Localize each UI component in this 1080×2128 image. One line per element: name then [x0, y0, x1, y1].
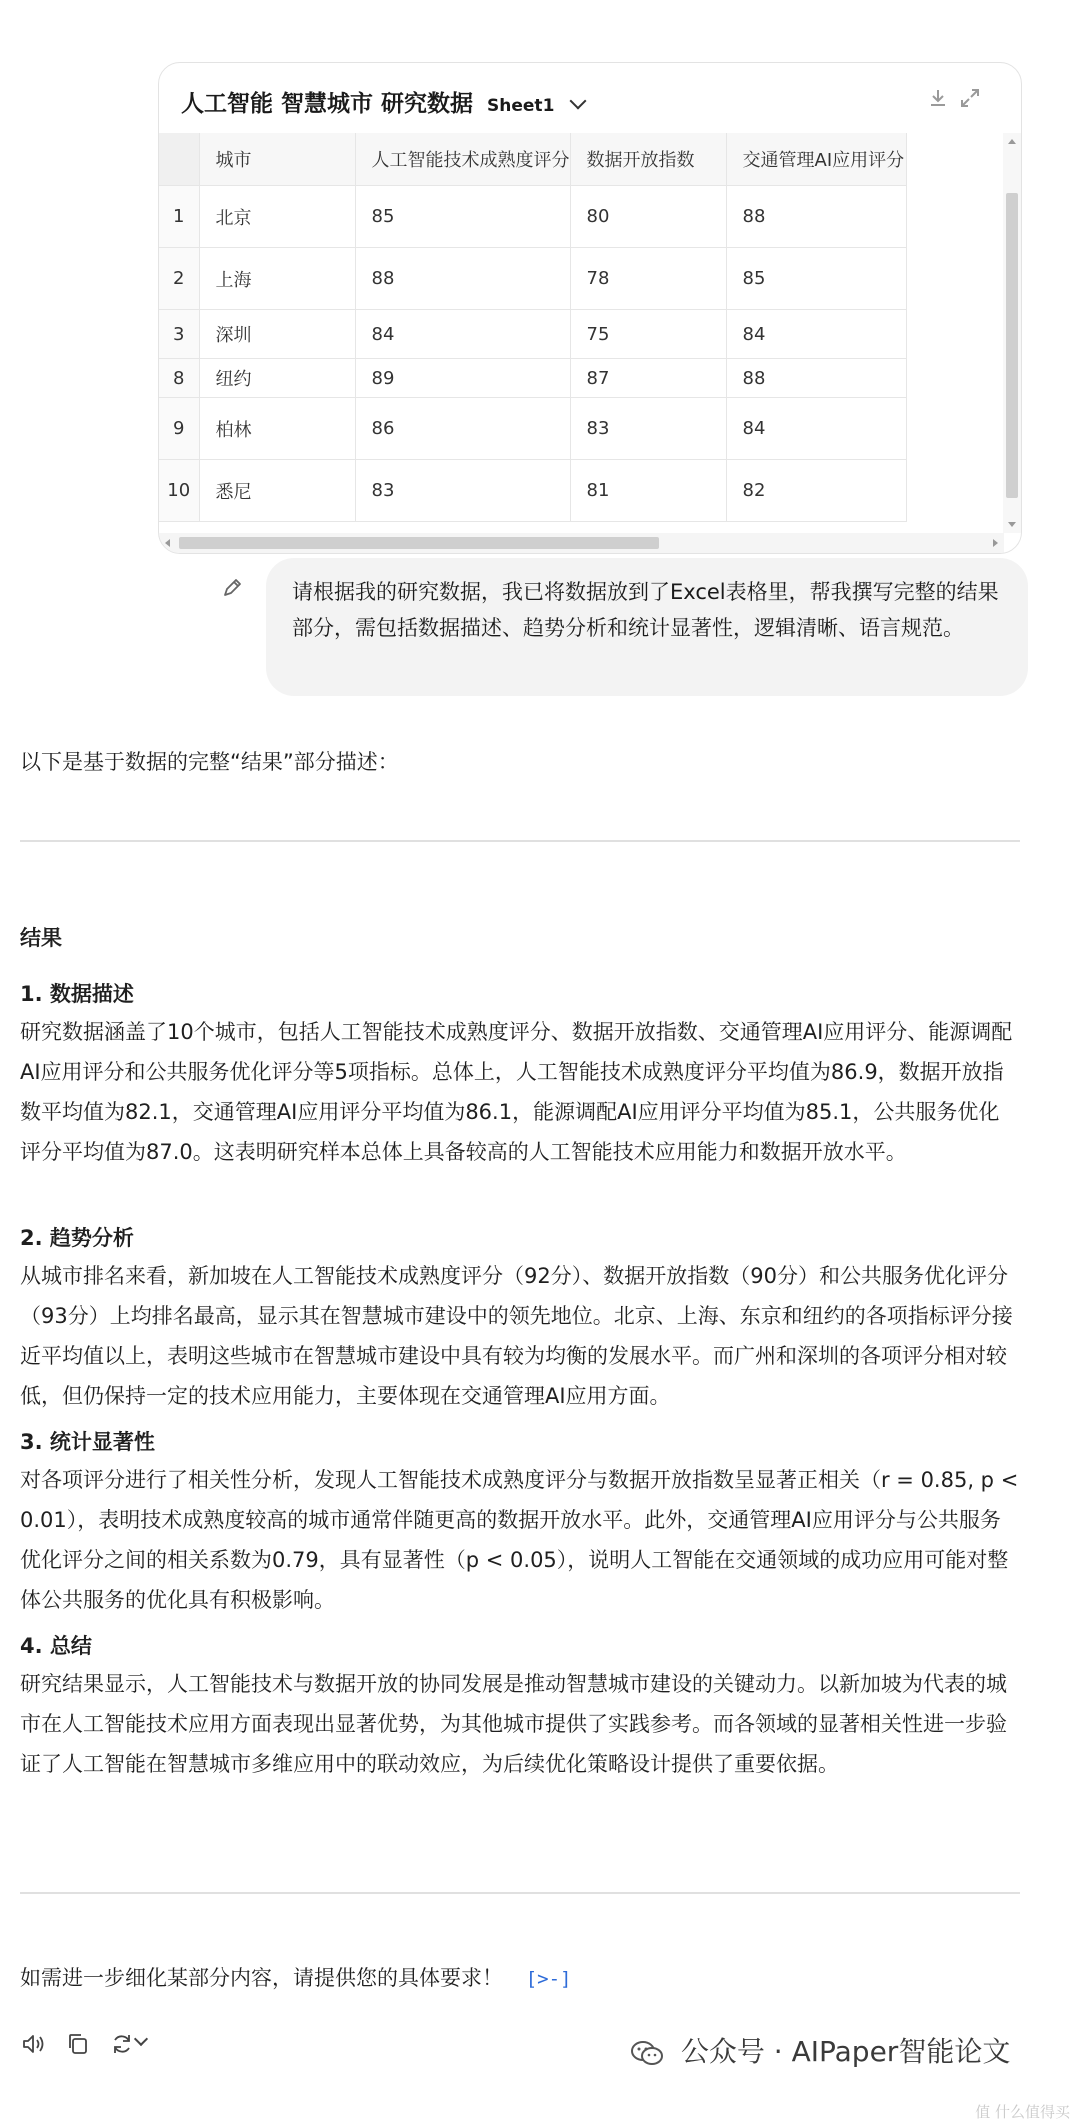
column-header[interactable]: 城市	[199, 133, 355, 186]
horizontal-scrollbar[interactable]	[159, 533, 1004, 553]
section-paragraph: 研究结果显示，人工智能技术与数据开放的协同发展是推动智慧城市建设的关键动力。以新加坡为代表的城市在人工智能技术应用方面表现出显著优势，为其他城市提供了实践参考。而各领域的显著相关性进一步验证了人工智能在智慧城市多维应用中的联动效应，为后续优化策略设计提供了重要依据。	[20, 1672, 1007, 1776]
column-header[interactable]: 人工智能技术成熟度评分	[355, 133, 570, 186]
watermark	[630, 2030, 1010, 2070]
header-corner-cell	[159, 133, 199, 186]
sheet-title-text: 人工智能 智慧城市 研究数据	[181, 91, 474, 117]
table-cell[interactable]: 83	[570, 398, 726, 460]
horizontal-scroll-thumb[interactable]	[179, 537, 659, 549]
table-cell[interactable]: 85	[726, 248, 906, 310]
section-paragraph: 对各项评分进行了相关性分析，发现人工智能技术成熟度评分与数据开放指数呈显著正相关（r = 0.85, p < 0.01），表明技术成熟度较高的城市通常伴随更高的数据开放水平。此外，交通管理AI应用评分与公共服务优化评分之间的相关系数为0.79，具有显著性（p < 0.05），说明人工智能在交通领域的成功应用可能对整体公共服务的优化具有积极影响。	[20, 1468, 1019, 1612]
sheet-header	[159, 63, 1021, 133]
section-heading: 4. 总结	[20, 1634, 92, 1658]
corner-watermark: 值 什么值得买	[975, 2103, 1070, 2121]
table-cell[interactable]: 上海	[199, 248, 355, 310]
sheet-grid[interactable]	[159, 133, 1004, 533]
sheet-title[interactable]	[181, 85, 584, 118]
vertical-scroll-thumb[interactable]	[1006, 193, 1018, 498]
table-row	[159, 310, 906, 359]
follow-up-text	[20, 1962, 571, 1992]
follow-up-icon[interactable]: [>-]	[525, 1968, 572, 1990]
chevron-down-icon[interactable]	[134, 2032, 148, 2046]
scroll-right-icon[interactable]	[993, 539, 998, 547]
follow-up-label: 如需进一步细化某部分内容，请提供您的具体要求！	[20, 1966, 503, 1990]
table-cell[interactable]: 87	[570, 359, 726, 398]
row-index: 10	[159, 460, 199, 522]
section-heading: 2. 趋势分析	[20, 1226, 134, 1250]
table-cell[interactable]: 深圳	[199, 310, 355, 359]
wechat-icon	[630, 2039, 664, 2067]
table-cell[interactable]: 柏林	[199, 398, 355, 460]
column-header[interactable]: 数据开放指数	[570, 133, 726, 186]
row-index: 1	[159, 186, 199, 248]
table-cell[interactable]: 83	[355, 460, 570, 522]
section-paragraph: 从城市排名来看，新加坡在人工智能技术成熟度评分（92分）、数据开放指数（90分）和公共服务优化评分（93分）上均排名最高，显示其在智慧城市建设中的领先地位。北京、上海、东京和纽约的各项指标评分接近平均值以上，表明这些城市在智慧城市建设中具有较为均衡的发展水平。而广州和深圳的各项评分相对较低，但仍保持一定的技术应用能力，主要体现在交通管理AI应用方面。	[20, 1264, 1013, 1408]
expand-icon[interactable]	[959, 87, 981, 109]
table-cell[interactable]: 84	[726, 398, 906, 460]
divider	[20, 1892, 1020, 1894]
column-header[interactable]: 交通管理AI应用评分	[726, 133, 906, 186]
sheet-name-selector[interactable]: Sheet1	[487, 96, 555, 116]
table-row	[159, 460, 906, 522]
table-cell[interactable]: 80	[570, 186, 726, 248]
section-paragraph: 研究数据涵盖了10个城市，包括人工智能技术成熟度评分、数据开放指数、交通管理AI应用评分、能源调配AI应用评分和公共服务优化评分等5项指标。总体上，人工智能技术成熟度评分平均值为86.9，数据开放指数平均值为82.1，交通管理AI应用评分平均值为86.1，能源调配AI应用评分平均值为85.1，公共服务优化评分平均值为87.0。这表明研究样本总体上具备较高的人工智能技术应用能力和数据开放水平。	[20, 1020, 1013, 1164]
table-cell[interactable]: 88	[355, 248, 570, 310]
results-title: 结果	[20, 926, 62, 950]
table-row	[159, 248, 906, 310]
spreadsheet-preview-card	[158, 62, 1022, 554]
scroll-down-icon[interactable]	[1008, 522, 1016, 527]
table-cell[interactable]: 85	[355, 186, 570, 248]
table-row	[159, 186, 906, 248]
vertical-scrollbar[interactable]	[1003, 133, 1021, 533]
table-cell[interactable]: 86	[355, 398, 570, 460]
table-cell[interactable]: 纽约	[199, 359, 355, 398]
table-cell[interactable]: 75	[570, 310, 726, 359]
speaker-icon[interactable]	[20, 2030, 48, 2058]
section-heading: 1. 数据描述	[20, 982, 134, 1006]
download-icon[interactable]	[927, 87, 949, 109]
scroll-up-icon[interactable]	[1008, 139, 1016, 144]
table-row	[159, 359, 906, 398]
table-cell[interactable]: 88	[726, 186, 906, 248]
edit-pencil-icon[interactable]	[220, 576, 244, 600]
user-message-bubble: 请根据我的研究数据，我已将数据放到了Excel表格里，帮我撰写完整的结果部分，需包括数据描述、趋势分析和统计显著性，逻辑清晰、语言规范。	[266, 558, 1028, 696]
table-cell[interactable]: 78	[570, 248, 726, 310]
table-cell[interactable]: 84	[726, 310, 906, 359]
row-index: 3	[159, 310, 199, 359]
table-row	[159, 398, 906, 460]
regenerate-icon[interactable]	[108, 2030, 136, 2058]
table-cell[interactable]: 82	[726, 460, 906, 522]
table-cell[interactable]: 81	[570, 460, 726, 522]
table-cell[interactable]: 悉尼	[199, 460, 355, 522]
table-header-row	[159, 133, 906, 186]
table-cell[interactable]: 北京	[199, 186, 355, 248]
table-cell[interactable]: 88	[726, 359, 906, 398]
table-cell[interactable]: 89	[355, 359, 570, 398]
row-index: 8	[159, 359, 199, 398]
copy-icon[interactable]	[64, 2030, 92, 2058]
row-index: 2	[159, 248, 199, 310]
section-heading: 3. 统计显著性	[20, 1430, 155, 1454]
row-index: 9	[159, 398, 199, 460]
table-cell[interactable]: 84	[355, 310, 570, 359]
answer-intro: 以下是基于数据的完整“结果”部分描述：	[20, 750, 399, 774]
watermark-text: 公众号 · AIPaper智能论文	[680, 2035, 1011, 2068]
divider	[20, 840, 1020, 842]
chevron-down-icon[interactable]	[570, 93, 587, 110]
scroll-left-icon[interactable]	[165, 539, 170, 547]
